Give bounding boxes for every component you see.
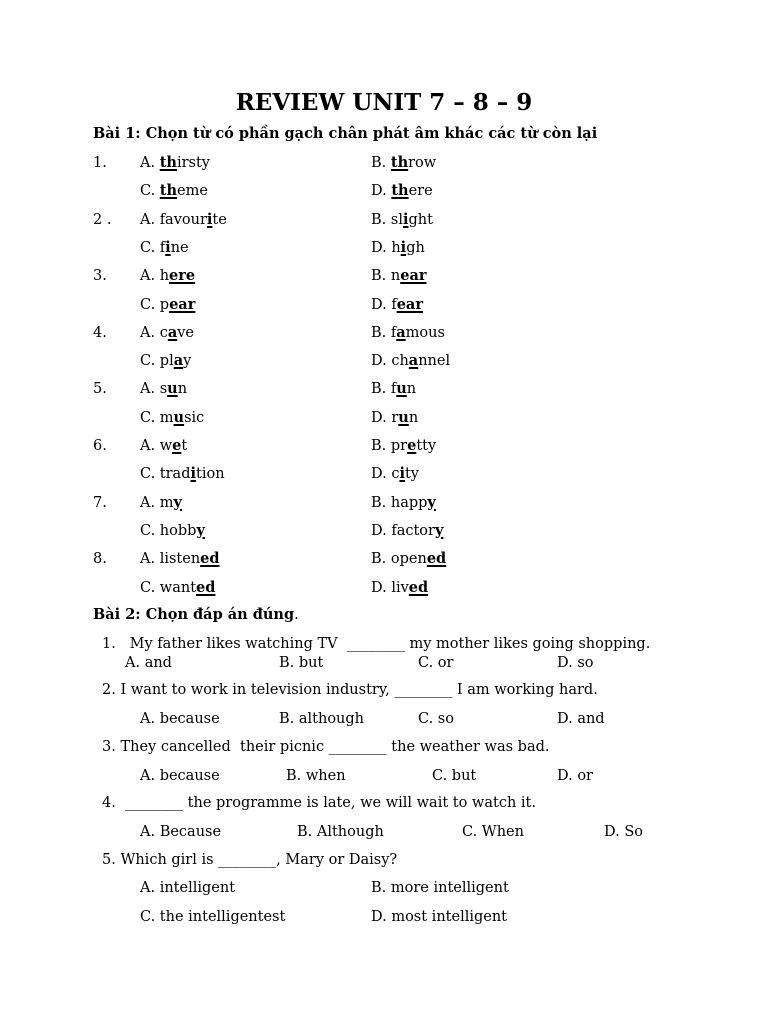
question-number: 3. (93, 268, 107, 285)
option-text: C. m (140, 409, 174, 426)
option-text: tion (196, 466, 225, 483)
underlined-sound: a (408, 352, 419, 370)
underlined-sound: ear (396, 295, 423, 313)
option-a (140, 493, 182, 511)
option-text: A. favour (140, 211, 207, 228)
option-text: n (406, 381, 417, 398)
option-text: row (408, 155, 437, 171)
option-text: A. listen (140, 551, 201, 568)
option-text: gh (406, 239, 425, 256)
option-c (140, 578, 216, 596)
option-c (140, 408, 205, 426)
underlined-sound: i (400, 238, 407, 256)
q1-option-d: D. so (557, 655, 594, 671)
option-a (140, 552, 220, 567)
question-number: 5. (93, 381, 107, 398)
option-text: te (212, 211, 227, 228)
option-c (140, 295, 196, 313)
exercise-1-heading: Bài 1: Chọn từ có phần gạch chân phát âm khác các từ còn lại (93, 125, 598, 142)
exercise-2-heading-text: Bài 2: Chọn đáp án đúng (93, 606, 295, 623)
option-text: n (177, 381, 188, 398)
q5-option-d: D. most intelligent (371, 909, 508, 925)
option-text: n (408, 409, 419, 426)
option-text: irsty (176, 155, 210, 171)
question-5: 5. Which girl is ________, Mary or Daisy? (102, 852, 398, 868)
option-a (140, 269, 195, 284)
option-text: D. c (371, 466, 400, 483)
option-text: C. p (140, 296, 170, 313)
option-b (371, 493, 436, 511)
q4-option-b: B. Although (297, 824, 384, 840)
q1-option-b: B. but (279, 655, 324, 671)
option-text: ere (408, 183, 433, 200)
option-b (371, 552, 446, 567)
option-a (140, 210, 227, 228)
option-c (140, 238, 189, 256)
option-text: B. (371, 155, 391, 171)
underlined-sound: i (190, 465, 196, 483)
q4-option-d: D. So (604, 824, 643, 840)
underlined-sound: ed (408, 578, 429, 596)
underlined-sound: y (173, 493, 182, 511)
underlined-sound: u (173, 408, 185, 426)
q3-option-d: D. or (557, 768, 593, 784)
option-b (371, 156, 436, 171)
option-text: ght (408, 211, 433, 228)
option-text: B. n (371, 268, 401, 285)
option-text: B. pr (371, 438, 408, 454)
option-b (371, 439, 436, 454)
option-c (140, 354, 191, 369)
option-text: ne (170, 239, 189, 256)
option-text: D. r (371, 409, 399, 426)
underlined-sound: i (399, 465, 405, 483)
option-a (140, 323, 194, 341)
option-d (371, 467, 419, 482)
option-text: eme (177, 183, 208, 200)
option-d (371, 521, 444, 539)
option-text: C. (140, 183, 160, 200)
question-number: 1. (93, 155, 107, 171)
option-text: nnel (418, 353, 451, 370)
option-text: y (183, 353, 192, 370)
question-number: 8. (93, 551, 107, 568)
option-text: D. h (371, 239, 401, 256)
option-text: A. m (140, 494, 174, 511)
option-d (371, 578, 429, 596)
option-text: sic (184, 409, 205, 426)
q4-option-a: A. Because (140, 824, 222, 840)
underlined-sound: i (206, 210, 213, 228)
option-d (371, 238, 425, 256)
underlined-sound: u (167, 380, 178, 398)
underlined-sound: a (173, 352, 184, 370)
option-text: B. happ (371, 494, 428, 511)
option-c (140, 521, 205, 539)
question-2: 2. I want to work in television industry, ________ I am working hard. (102, 682, 598, 698)
underlined-sound: a (167, 323, 178, 341)
question-1: 1. My father likes watching TV ________ my mother likes going shopping. (102, 636, 651, 652)
question-4: 4. ________ the programme is late, we will wait to watch it. (102, 795, 536, 811)
question-number: 2 . (93, 211, 112, 228)
option-d (371, 295, 423, 313)
option-text: D. ch (371, 353, 409, 370)
option-c (140, 184, 208, 199)
q1-option-c: C. or (418, 655, 454, 671)
option-b (371, 382, 416, 397)
underlined-sound: ed (196, 578, 216, 596)
option-b (371, 269, 426, 284)
underlined-sound: u (398, 408, 409, 426)
option-text: A. c (140, 324, 168, 341)
option-text: D. liv (371, 579, 409, 596)
underlined-sound: y (196, 521, 205, 539)
option-text: tty (416, 438, 437, 454)
option-text: C. f (140, 239, 166, 256)
question-3: 3. They cancelled their picnic ________ the weather was bad. (102, 739, 550, 755)
option-text: ty (404, 466, 419, 483)
exercise-2-heading-period: . (294, 607, 299, 623)
underlined-sound: ed (200, 550, 220, 568)
option-text: t (181, 438, 188, 454)
q2-option-d: D. and (557, 711, 605, 727)
option-text: mous (405, 324, 445, 341)
underlined-sound: th (390, 154, 409, 171)
option-text: C. trad (140, 466, 191, 483)
underlined-sound: ear (400, 267, 427, 285)
exercise-2-heading (93, 608, 299, 623)
option-d (371, 354, 450, 369)
option-text: A. (140, 155, 160, 171)
option-text: B. sl (371, 211, 403, 228)
underlined-sound: e (172, 437, 182, 454)
option-c (140, 467, 225, 482)
option-a (140, 156, 210, 171)
underlined-sound: th (391, 182, 409, 200)
q2-option-c: C. so (418, 711, 454, 727)
question-number: 6. (93, 438, 107, 454)
underlined-sound: a (396, 323, 406, 341)
q3-option-c: C. but (432, 768, 477, 784)
underlined-sound: u (396, 380, 407, 398)
option-b (371, 323, 445, 341)
option-text: D. f (371, 296, 397, 313)
option-a (140, 382, 187, 397)
underlined-sound: th (159, 182, 178, 200)
underlined-sound: y (427, 493, 436, 511)
option-a (140, 439, 187, 454)
q2-option-b: B. although (279, 711, 365, 727)
q5-option-b: B. more intelligent (371, 880, 509, 896)
q5-option-c: C. the intelligentest (140, 909, 286, 925)
option-text: B. f (371, 381, 397, 398)
underlined-sound: i (402, 210, 409, 228)
underlined-sound: th (159, 154, 177, 171)
option-text: A. h (140, 268, 170, 285)
option-text: C. want (140, 579, 197, 596)
option-text: C. pl (140, 353, 174, 370)
underlined-sound: e (407, 437, 417, 454)
q2-option-a: A. because (140, 711, 220, 727)
option-d (371, 408, 419, 426)
underlined-sound: ear (169, 295, 196, 313)
option-text: D. factor (371, 522, 435, 539)
option-text: B. open (371, 551, 427, 568)
option-text: A. w (140, 438, 173, 454)
underlined-sound: ed (426, 550, 447, 568)
question-number: 4. (93, 324, 107, 341)
option-b (371, 210, 433, 228)
option-text: D. (371, 183, 392, 200)
q4-option-c: C. When (462, 824, 524, 840)
q3-option-a: A. because (140, 768, 220, 784)
q5-option-a: A. intelligent (140, 880, 236, 896)
underlined-sound: y (434, 521, 444, 539)
question-number: 7. (93, 494, 107, 511)
option-text: B. f (371, 324, 397, 341)
option-text: ve (177, 324, 194, 341)
underlined-sound: ere (169, 267, 196, 285)
page-title: REVIEW UNIT 7 – 8 – 9 (235, 89, 533, 116)
option-text: A. s (140, 381, 168, 398)
q1-option-a: A. and (125, 655, 172, 671)
option-d (371, 184, 433, 199)
q3-option-b: B. when (286, 768, 346, 784)
underlined-sound: i (165, 238, 171, 256)
option-text: C. hobb (140, 522, 197, 539)
